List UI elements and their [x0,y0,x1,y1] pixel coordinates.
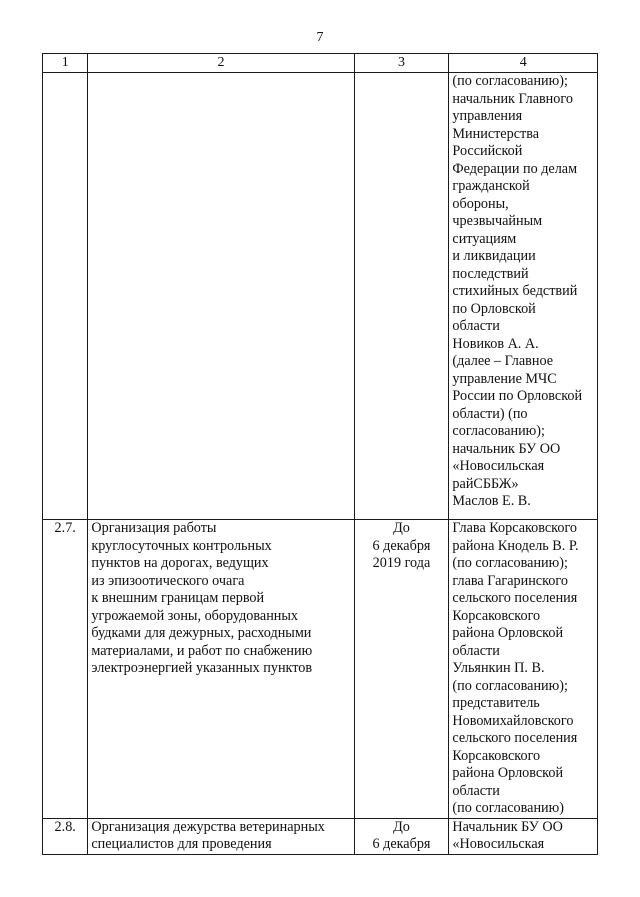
text-line: специалистов для проведения [91,836,272,852]
text-line: области [452,782,500,799]
text-line: Корсаковского [452,607,541,624]
text-line: к внешним границам первой [91,590,265,606]
text-line: Глава Корсаковского [452,520,578,536]
text-line: из эпизоотического очага [91,572,245,589]
item-number: 2.7. [43,520,88,819]
text-line: круглосуточных контрольных [91,537,272,554]
text-line: сельского поселения [452,730,578,746]
text-line: Маслов Е. В. [452,493,531,509]
text-line: района Орловской [452,765,564,781]
table-row [43,818,598,854]
item-number: 2.8. [43,818,88,854]
text-line: Начальник БУ ОО [452,818,563,835]
action-cell [88,73,354,520]
text-line: последствий [452,265,529,282]
action-cell [88,520,354,819]
text-line: 2019 года [372,555,431,571]
text-line: будками для дежурных, расходными [91,625,312,641]
text-line: Организация работы [91,520,217,536]
text-line: Организация дежурства ветеринарных [91,818,325,835]
deadline-cell [354,818,449,854]
deadline-cell [354,520,449,819]
text-line: (по согласованию); [452,677,568,694]
page-number: 7 [316,30,324,45]
text-line: 6 декабря [372,537,431,554]
text-line: «Новосильская [452,458,545,474]
text-line: Новиков А. А. [452,335,539,352]
text-line: пунктов на дорогах, ведущих [91,555,269,571]
text-line: области [452,642,500,659]
text-line: согласованию); [452,423,545,439]
text-line: района Кнодель В. Р. [452,537,579,554]
header-col-3: 3 [354,54,449,73]
text-line: области) (по [452,405,528,422]
text-line: сельского поселения [452,590,578,606]
text-line: Министерства [452,125,540,142]
text-line: «Новосильская [452,836,545,852]
text-line: ситуациям [452,230,517,247]
text-line: по Орловской [452,300,536,317]
text-line: электроэнергией указанных пунктов [91,660,313,676]
text-line: начальник БУ ОО [452,440,561,457]
item-number [43,73,88,520]
text-line: России по Орловской [452,388,583,404]
text-line: стихийных бедствий [452,283,578,299]
text-line: района Орловской [452,625,564,641]
text-line: управления [452,108,523,124]
text-line: Корсаковского [452,747,541,764]
action-cell [88,818,354,854]
responsible-cell [449,520,598,819]
text-line: чрезвычайным [452,213,543,229]
table-row [43,73,598,520]
header-row [43,54,598,73]
responsible-cell [449,818,598,854]
text-line: До [393,818,410,835]
text-line: материалами, и работ по снабжению [91,642,313,659]
text-line: Ульянкин П. В. [452,660,545,676]
text-line: 6 декабря [372,836,431,852]
header-col-1: 1 [43,54,88,73]
text-line: (по согласованию); [452,555,568,571]
text-line: (по согласованию) [452,800,564,816]
text-line: гражданской [452,178,530,194]
table-row [43,520,598,819]
text-line: Новомихайловского [452,712,574,729]
text-line: угрожаемой зоны, оборудованных [91,607,299,624]
header-col-4: 4 [449,54,598,73]
text-line: начальник Главного [452,90,573,107]
text-line: До [393,520,410,536]
text-line: глава Гагаринского [452,572,568,589]
text-line: (по согласованию); [452,73,568,89]
text-line: Федерации по делам [452,160,578,177]
text-line: представитель [452,695,540,711]
text-line: управление МЧС [452,370,557,387]
measures-table [42,53,598,855]
header-col-2: 2 [88,54,354,73]
text-line: (далее – Главное [452,353,554,369]
text-line: и ликвидации [452,248,536,264]
responsible-cell [449,73,598,520]
text-line: области [452,318,500,334]
text-line: обороны, [452,195,509,212]
deadline-cell [354,73,449,520]
text-line: райСББЖ» [452,475,519,492]
text-line: Российской [452,143,523,159]
